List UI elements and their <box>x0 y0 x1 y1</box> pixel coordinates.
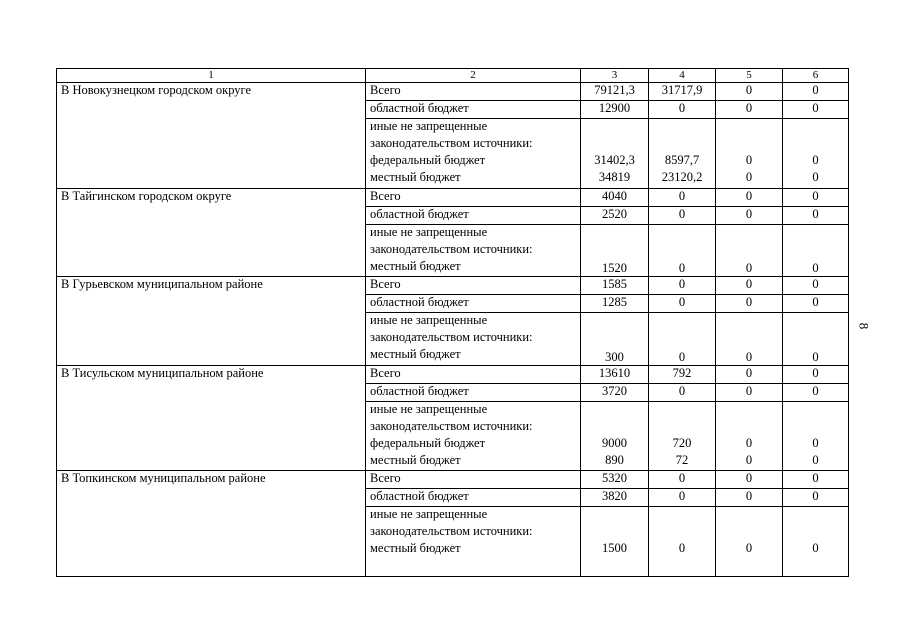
label-other-2: законодательством источники: <box>370 241 533 256</box>
label-other-2: законодательством источники: <box>370 418 533 433</box>
cell-value: 0 <box>812 541 819 556</box>
cell-value: 34819 <box>598 170 631 185</box>
cell-value: 0 <box>716 188 783 206</box>
row-label-other-sources <box>366 313 581 365</box>
header-row <box>57 69 849 83</box>
label-local: местный бюджет <box>370 258 461 273</box>
cell-value: 23120,2 <box>661 170 703 185</box>
cell-value-stack <box>581 119 649 188</box>
cell-value-stack <box>649 401 716 470</box>
header-col-3: 3 <box>581 69 649 83</box>
label-federal: федеральный бюджет <box>370 153 486 168</box>
row-label-oblast: областной бюджет <box>366 295 581 313</box>
region-name: В Топкинском муниципальном районе <box>57 471 366 577</box>
label-other-1: иные не запрещенные <box>370 401 488 416</box>
region-name: В Новокузнецком городском округе <box>57 83 366 189</box>
cell-value: 9000 <box>602 435 627 450</box>
cell-value: 8597,7 <box>664 153 700 168</box>
cell-value: 0 <box>716 471 783 489</box>
budget-table <box>56 68 849 577</box>
label-local: местный бюджет <box>370 541 461 556</box>
cell-value: 0 <box>783 188 849 206</box>
cell-value: 0 <box>716 83 783 101</box>
table-row <box>57 277 849 295</box>
cell-value: 0 <box>716 277 783 295</box>
cell-value: 0 <box>649 489 716 507</box>
cell-value: 0 <box>716 383 783 401</box>
spacer-line <box>370 559 576 576</box>
cell-value: 31402,3 <box>594 153 635 168</box>
cell-value: 0 <box>745 541 753 556</box>
cell-value: 0 <box>716 295 783 313</box>
cell-value: 0 <box>783 295 849 313</box>
label-other-1: иные не запрещенные <box>370 313 488 328</box>
cell-value: 0 <box>649 101 716 119</box>
cell-value-stack <box>581 401 649 470</box>
cell-value: 0 <box>649 277 716 295</box>
cell-value: 0 <box>716 101 783 119</box>
cell-value: 0 <box>783 471 849 489</box>
label-other-1: иные не запрещенные <box>370 224 488 239</box>
row-label-total: Всего <box>366 277 581 295</box>
cell-value: 0 <box>812 452 819 467</box>
cell-value-stack <box>716 401 783 470</box>
cell-value: 0 <box>716 365 783 383</box>
header-col-5: 5 <box>716 69 783 83</box>
cell-value: 0 <box>678 541 686 556</box>
cell-value: 0 <box>783 224 849 276</box>
cell-value-stack <box>783 401 849 470</box>
cell-value: 0 <box>716 224 783 276</box>
cell-value: 792 <box>649 365 716 383</box>
page-number: 8 <box>856 322 872 330</box>
row-label-other-sources <box>366 401 581 470</box>
cell-value: 0 <box>716 313 783 365</box>
row-label-other-sources <box>366 119 581 188</box>
label-local: местный бюджет <box>370 170 461 185</box>
label-other-2: законодательством источники: <box>370 136 533 151</box>
cell-value: 0 <box>745 435 753 450</box>
row-label-other-sources <box>366 224 581 276</box>
cell-value: 0 <box>649 295 716 313</box>
cell-value: 0 <box>716 489 783 507</box>
cell-value-stack <box>783 119 849 188</box>
row-label-oblast: областной бюджет <box>366 206 581 224</box>
cell-value: 300 <box>581 313 649 365</box>
cell-value: 0 <box>783 83 849 101</box>
table-row <box>57 365 849 383</box>
header-col-1: 1 <box>57 69 366 83</box>
cell-value: 0 <box>649 313 716 365</box>
region-name: В Гурьевском муниципальном районе <box>57 277 366 365</box>
cell-value: 72 <box>675 452 689 467</box>
label-other-2: законодательством источники: <box>370 524 533 539</box>
cell-value: 0 <box>783 489 849 507</box>
label-local: местный бюджет <box>370 452 461 467</box>
cell-value: 0 <box>649 471 716 489</box>
cell-value: 0 <box>745 170 753 185</box>
cell-value: 0 <box>649 206 716 224</box>
cell-value: 1285 <box>581 295 649 313</box>
cell-value: 12900 <box>581 101 649 119</box>
cell-value: 31717,9 <box>649 83 716 101</box>
cell-value: 3720 <box>581 383 649 401</box>
cell-value-stack <box>581 507 649 576</box>
cell-value: 890 <box>605 452 624 467</box>
row-label-oblast: областной бюджет <box>366 101 581 119</box>
table-row <box>57 188 849 206</box>
cell-value: 0 <box>783 313 849 365</box>
header-col-4: 4 <box>649 69 716 83</box>
cell-value: 0 <box>783 383 849 401</box>
cell-value: 0 <box>812 435 819 450</box>
cell-value-stack <box>649 119 716 188</box>
cell-value: 5320 <box>581 471 649 489</box>
row-label-total: Всего <box>366 188 581 206</box>
header-col-6: 6 <box>783 69 849 83</box>
cell-value: 1585 <box>581 277 649 295</box>
label-other-2: законодательством источники: <box>370 330 533 345</box>
row-label-total: Всего <box>366 83 581 101</box>
cell-value: 2520 <box>581 206 649 224</box>
cell-value: 1520 <box>581 224 649 276</box>
cell-value: 0 <box>649 188 716 206</box>
cell-value: 0 <box>812 153 819 168</box>
cell-value: 0 <box>783 101 849 119</box>
label-other-1: иные не запрещенные <box>370 507 488 522</box>
row-label-total: Всего <box>366 365 581 383</box>
cell-value-stack <box>716 119 783 188</box>
label-federal: федеральный бюджет <box>370 435 486 450</box>
cell-value: 0 <box>649 224 716 276</box>
cell-value: 1500 <box>602 541 627 556</box>
cell-value: 0 <box>783 365 849 383</box>
cell-value: 0 <box>745 153 753 168</box>
cell-value: 3820 <box>581 489 649 507</box>
cell-value: 0 <box>649 383 716 401</box>
cell-value: 720 <box>672 435 692 450</box>
header-col-2: 2 <box>366 69 581 83</box>
region-name: В Тисульском муниципальном районе <box>57 365 366 471</box>
row-label-oblast: областной бюджет <box>366 383 581 401</box>
label-local: местный бюджет <box>370 347 461 362</box>
cell-value: 0 <box>783 277 849 295</box>
table-row <box>57 471 849 489</box>
cell-value: 13610 <box>581 365 649 383</box>
cell-value: 79121,3 <box>581 83 649 101</box>
row-label-oblast: областной бюджет <box>366 489 581 507</box>
cell-value: 4040 <box>581 188 649 206</box>
cell-value: 0 <box>716 206 783 224</box>
cell-value-stack <box>783 507 849 576</box>
row-label-total: Всего <box>366 471 581 489</box>
label-other-1: иные не запрещенные <box>370 119 488 134</box>
region-name: В Тайгинском городском округе <box>57 188 366 276</box>
cell-value: 0 <box>812 170 819 185</box>
cell-value-stack <box>716 507 783 576</box>
cell-value: 0 <box>745 452 753 467</box>
cell-value: 0 <box>783 206 849 224</box>
cell-value-stack <box>649 507 716 576</box>
table-row <box>57 83 849 101</box>
row-label-other-sources <box>366 507 581 576</box>
